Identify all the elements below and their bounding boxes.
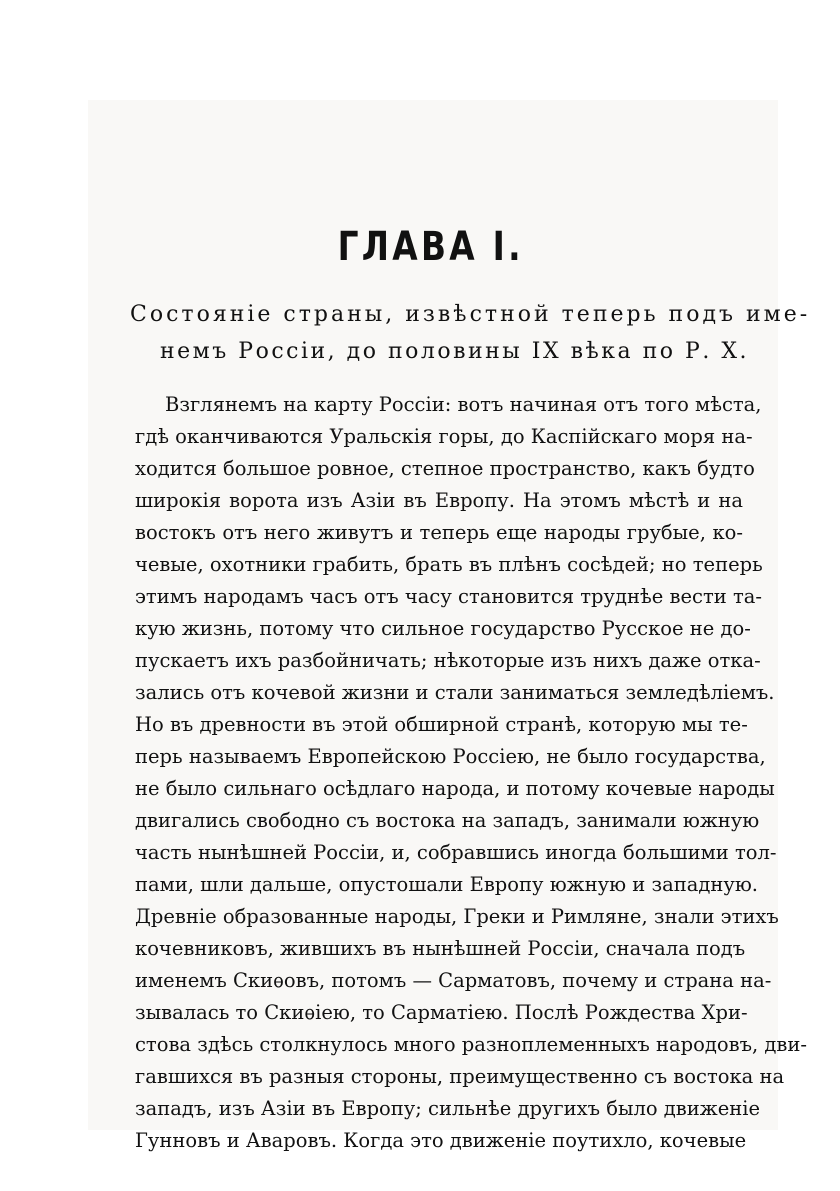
chapter-title: ГЛАВА I. — [337, 224, 524, 270]
text-line: стова здѣсь столкнулось много разноплеменныхъ народовъ, дви- — [135, 1033, 807, 1056]
text-line: двигались свободно съ востока на западъ, занимали южную — [135, 809, 760, 832]
text-line: пами, шли дальше, опустошали Европу южную и западную. — [135, 873, 758, 896]
chapter-subtitle-line-1: Состоянiе страны, извѣстной теперь подъ име- — [130, 302, 811, 327]
text-line: гдѣ оканчиваются Уральскiя горы, до Каспiйскаго моря на- — [135, 425, 753, 448]
text-line: широкiя ворота изъ Азiи въ Европу. На этомъ мѣстѣ и на — [135, 489, 743, 512]
text-line: Древнiе образованные народы, Греки и Римляне, знали этихъ — [135, 905, 779, 928]
text-line: этимъ народамъ часъ отъ часу становится труднѣе вести та- — [135, 585, 762, 608]
text-line: именемъ Скиѳовъ, потомъ — Сарматовъ, почему и страна на- — [135, 969, 772, 992]
text-line: перь называемъ Европейскою Россiею, не было государства, — [135, 745, 766, 768]
text-line: Гунновъ и Аваровъ. Когда это движенiе поутихло, кочевые — [135, 1129, 747, 1152]
text-line: востокъ отъ него живутъ и теперь еще народы грубые, ко- — [135, 521, 743, 544]
text-line: Но въ древности въ этой обширной странѣ, которую мы те- — [135, 713, 748, 736]
text-line: гавшихся въ разныя стороны, преимущественно съ востока на — [135, 1065, 785, 1088]
text-line: Взглянемъ на карту Россiи: вотъ начиная отъ того мѣста, — [165, 393, 762, 416]
text-line: пускаетъ ихъ разбойничать; нѣкоторые изъ нихъ даже отка- — [135, 649, 761, 672]
text-line: зались отъ кочевой жизни и стали заниматься земледѣлiемъ. — [135, 681, 775, 704]
chapter-subtitle-line-2: немъ Россiи, до половины IX вѣка по Р. Х. — [160, 339, 749, 364]
text-line: западъ, изъ Азiи въ Европу; сильнѣе другихъ было движенiе — [135, 1097, 761, 1120]
text-line: не было сильнаго осѣдлаго народа, и потому кочевые народы — [135, 777, 775, 800]
text-line: ходится большое ровное, степное пространство, какъ будто — [135, 457, 755, 480]
text-line: часть нынѣшней Россiи, и, собравшись иногда большими тол- — [135, 841, 777, 864]
text-line: зывалась то Скиѳiею, то Сарматiею. Послѣ Рождества Хри- — [135, 1001, 748, 1024]
text-line: чевые, охотники грабить, брать въ плѣнъ сосѣдей; но теперь — [135, 553, 763, 576]
text-line: кочевниковъ, жившихъ въ нынѣшней Россiи, сначала подъ — [135, 937, 746, 960]
text-line: кую жизнь, потому что сильное государство Русское не до- — [135, 617, 751, 640]
